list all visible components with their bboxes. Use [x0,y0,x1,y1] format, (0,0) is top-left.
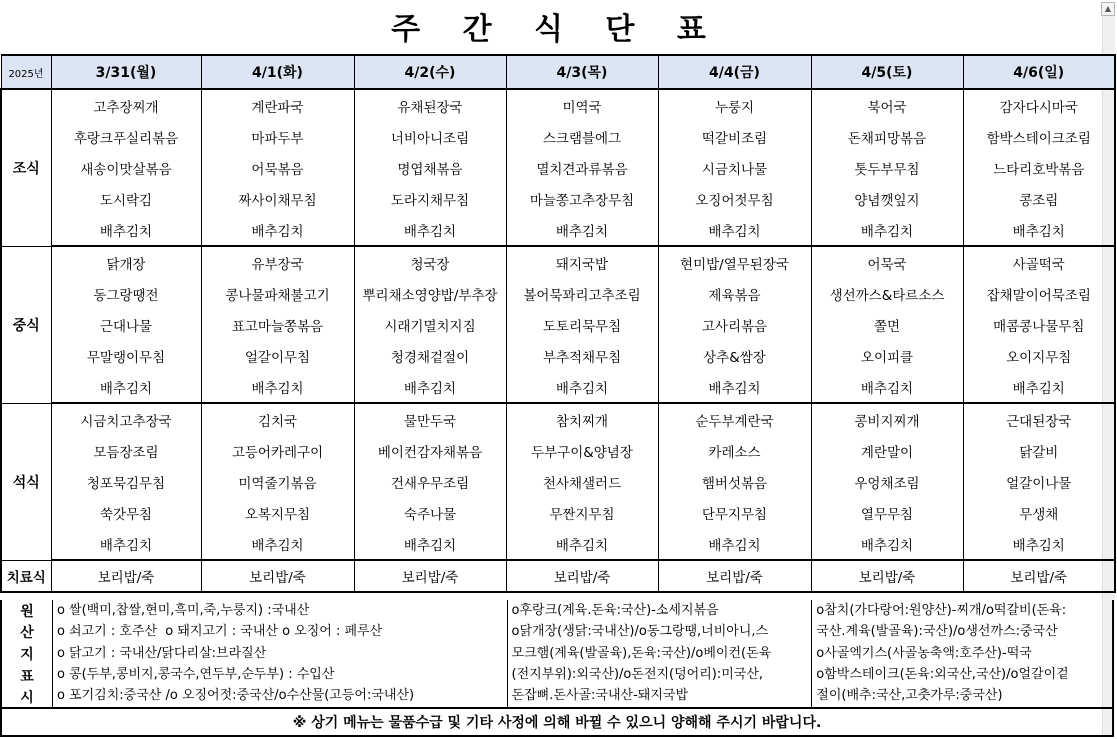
menu-row [1,89,1115,121]
dish-cell[interactable]: 멸치견과류볶음 [506,152,658,183]
weekly-menu-table [0,54,1116,593]
therapeutic-label-cell[interactable]: 치료식 [1,560,51,592]
dish-cell[interactable]: 배추김치 [963,214,1115,246]
dish-cell[interactable]: 마늘쫑고추장무침 [506,183,658,214]
dish-cell[interactable]: 도라지채무침 [354,183,506,214]
dish-cell[interactable]: 돈채피망볶음 [811,121,963,152]
dish-cell[interactable]: 상추&쌈장 [658,340,811,371]
dish-cell[interactable]: 계란파국 [201,89,354,121]
dish-cell[interactable]: 순두부계란국 [658,403,811,435]
dish-cell[interactable]: 배추김치 [51,371,201,403]
dish-cell[interactable]: 배추김치 [506,214,658,246]
dish-cell[interactable]: 배추김치 [963,371,1115,403]
dish-cell[interactable]: 배추김치 [811,371,963,403]
dish-cell[interactable]: 배추김치 [201,371,354,403]
dish-cell[interactable]: 어묵국 [811,246,963,278]
dish-cell[interactable]: 누룽지 [658,89,811,121]
day-header-cell[interactable]: 4/4(금) [658,55,811,89]
dish-cell[interactable]: 콩비지찌개 [811,403,963,435]
therapeutic-cell[interactable]: 보리밥/죽 [51,560,201,592]
dish-cell[interactable]: 배추김치 [354,214,506,246]
origin-text-col3: o참치(가다랑어:원양산)-찌개/o떡갈비(돈육: 국산.계육(발골육):국산)/o생선까스:중국산 o사골엑기스(사골농축액:호주산)-떡국 o함박스테이크(돈육:외국산,국산)/o얼갈이겉 절이(배추:국산,고춧가루:중국산) [816,603,1069,704]
origin-label-char: 시 [20,690,34,707]
dish-cell[interactable]: 배추김치 [811,528,963,560]
dish-cell[interactable]: 유채된장국 [354,89,506,121]
therapeutic-cell[interactable]: 보리밥/죽 [963,560,1115,592]
menu-row [1,309,1115,340]
dish-cell[interactable]: 우엉채조림 [811,466,963,497]
therapeutic-cell[interactable]: 보리밥/죽 [201,560,354,592]
menu-row [1,403,1115,435]
dish-cell[interactable]: 짜사이채무침 [201,183,354,214]
dish-cell[interactable]: 오징어젓무침 [658,183,811,214]
origin-label [2,600,53,708]
dish-cell[interactable]: 현미밥/열무된장국 [658,246,811,278]
dish-cell[interactable]: 볼어묵꽈리고추조림 [506,278,658,309]
dish-cell[interactable]: 닭개장 [51,246,201,278]
dish-cell[interactable]: 배추김치 [51,528,201,560]
dish-cell[interactable]: 뿌리채소영양밥/부추장 [354,278,506,309]
dish-cell[interactable]: 건새우무조림 [354,466,506,497]
dish-cell[interactable]: 잡채말이어묵조림 [963,278,1115,309]
origin-label-char: 지 [20,646,34,663]
dish-cell[interactable]: 배추김치 [201,528,354,560]
menu-row [1,466,1115,497]
dish-cell[interactable]: 고등어카레구이 [201,435,354,466]
dish-cell[interactable]: 함박스테이크조림 [963,121,1115,152]
origin-label-char: 원 [20,603,34,620]
dish-cell[interactable]: 배추김치 [51,214,201,246]
dish-cell[interactable]: 어묵볶음 [201,152,354,183]
dish-cell[interactable]: 도시락김 [51,183,201,214]
dish-cell[interactable]: 고추장찌개 [51,89,201,121]
day-header-cell[interactable]: 4/6(일) [963,55,1115,89]
dish-cell[interactable]: 카레소스 [658,435,811,466]
dish-cell[interactable]: 돼지국밥 [506,246,658,278]
notice-footer: ※ 상기 메뉴는 물품수급 및 기타 사정에 의해 바뀔 수 있으니 양해해 주시기 바랍니다. [0,707,1114,737]
menu-row [1,340,1115,371]
dish-cell[interactable]: 배추김치 [963,528,1115,560]
dish-cell[interactable]: 쑥갓무침 [51,497,201,528]
dish-cell[interactable]: 배추김치 [354,371,506,403]
dish-cell[interactable]: 새송이맛살볶음 [51,152,201,183]
dish-cell[interactable]: 천사채샐러드 [506,466,658,497]
dish-cell[interactable]: 마파두부 [201,121,354,152]
dish-cell[interactable]: 양념깻잎지 [811,183,963,214]
dish-cell[interactable]: 배추김치 [506,371,658,403]
dish-cell[interactable]: 햄버섯볶음 [658,466,811,497]
dish-cell[interactable]: 오복지무침 [201,497,354,528]
dish-cell[interactable]: 스크램블에그 [506,121,658,152]
dish-cell[interactable]: 미역국 [506,89,658,121]
dish-cell[interactable]: 배추김치 [658,371,811,403]
dish-cell[interactable]: 생선까스&타르소스 [811,278,963,309]
day-header-cell[interactable]: 4/1(화) [201,55,354,89]
therapeutic-cell[interactable]: 보리밥/죽 [354,560,506,592]
dish-cell[interactable]: 느타리호박볶음 [963,152,1115,183]
dish-cell[interactable]: 배추김치 [506,528,658,560]
dish-cell[interactable]: 명엽채볶음 [354,152,506,183]
origin-text-col1: o 쌀(백미,찹쌀,현미,흑미,죽,누룽지) :국내산 o 쇠고기 : 호주산 o 돼지고기 : 국내산 o 오징어 : 페루산 o 닭고기 : 국내산/닭다리살:브라질산 o 콩(두부,콩비지,콩국수,연두부,순두부) : 수입산 o 포기김치:중국산 /o 오징어젓:중국산/o수산물(고등어:국내산) [53,600,508,708]
dish-cell[interactable]: 배추김치 [811,214,963,246]
dish-cell[interactable]: 닭갈비 [963,435,1115,466]
menu-row [1,246,1115,278]
dish-cell[interactable]: 무말랭이무침 [51,340,201,371]
dish-cell[interactable]: 시래기멸치지짐 [354,309,506,340]
dish-cell[interactable]: 오이지무침 [963,340,1115,371]
origin-label-char: 산 [20,625,34,642]
dish-cell[interactable]: 계란말이 [811,435,963,466]
menu-row [1,183,1115,214]
dish-cell[interactable]: 열무무침 [811,497,963,528]
dish-cell[interactable]: 무짠지무침 [506,497,658,528]
menu-row [1,152,1115,183]
dish-cell[interactable]: 제육볶음 [658,278,811,309]
dish-cell[interactable]: 미역줄기볶음 [201,466,354,497]
dish-cell[interactable]: 청경채겉절이 [354,340,506,371]
therapeutic-row [1,560,1115,592]
dish-cell[interactable]: 동그랑땡전 [51,278,201,309]
menu-row [1,435,1115,466]
dish-cell[interactable]: 시금치나물 [658,152,811,183]
dish-cell[interactable]: 무생채 [963,497,1115,528]
meal-label-cell[interactable]: 중식 [1,246,51,403]
dish-cell[interactable]: 김치국 [201,403,354,435]
dish-cell[interactable]: 청포묵김무침 [51,466,201,497]
dish-cell[interactable]: 베이컨감자채볶음 [354,435,506,466]
dish-cell[interactable]: 얼갈이나물 [963,466,1115,497]
dish-cell[interactable]: 배추김치 [658,528,811,560]
dish-cell[interactable]: 떡갈비조림 [658,121,811,152]
therapeutic-cell[interactable]: 보리밥/죽 [811,560,963,592]
dish-cell[interactable]: 두부구이&양념장 [506,435,658,466]
origin-label-char: 표 [20,668,34,685]
origin-notice [0,600,1114,708]
dish-cell[interactable]: 근대된장국 [963,403,1115,435]
dish-cell[interactable]: 숙주나물 [354,497,506,528]
dish-cell[interactable]: 고사리볶음 [658,309,811,340]
dish-cell[interactable]: 배추김치 [354,528,506,560]
day-header-cell[interactable]: 4/2(수) [354,55,506,89]
dish-cell[interactable]: 청국장 [354,246,506,278]
dish-cell[interactable]: 시금치고추장국 [51,403,201,435]
dish-cell[interactable]: 북어국 [811,89,963,121]
therapeutic-cell[interactable]: 보리밥/죽 [658,560,811,592]
dish-cell[interactable]: 도토리묵무침 [506,309,658,340]
dish-cell[interactable]: 매콤콩나물무침 [963,309,1115,340]
menu-row [1,528,1115,560]
meal-label-cell[interactable]: 석식 [1,403,51,560]
dish-cell[interactable]: 유부장국 [201,246,354,278]
dish-cell[interactable]: 콩나물파채불고기 [201,278,354,309]
menu-row [1,497,1115,528]
dish-cell[interactable]: 얼갈이무침 [201,340,354,371]
menu-row [1,371,1115,403]
dish-cell[interactable]: 모듬장조림 [51,435,201,466]
page-title: 주 간 식 단 표 [391,12,722,47]
dish-cell[interactable]: 근대나물 [51,309,201,340]
meal-label-cell[interactable]: 조식 [1,89,51,246]
dish-cell[interactable]: 톳두부무침 [811,152,963,183]
dish-cell[interactable]: 물만두국 [354,403,506,435]
day-header-cell[interactable]: 4/5(토) [811,55,963,89]
dish-cell[interactable]: 후랑크푸실리볶음 [51,121,201,152]
dish-cell[interactable]: 배추김치 [201,214,354,246]
therapeutic-cell[interactable]: 보리밥/죽 [506,560,658,592]
origin-text-col2: o후랑크(계육.돈육:국산)-소세지볶음 o닭개장(생닭:국내산)/o동그랑땡,너비아니,스 모크햄(계육(발골육),돈육:국산)/o베이컨(돈육 (전지부위):외국산)/o돈전지(덩어리):미국산, 돈잡뼈.돈사골:국내산-돼지국밥 [508,600,813,708]
dish-cell[interactable]: 콩조림 [963,183,1115,214]
menu-row [1,214,1115,246]
dish-cell[interactable]: 사골떡국 [963,246,1115,278]
dish-cell[interactable]: 참치찌개 [506,403,658,435]
menu-row [1,278,1115,309]
scroll-up-arrow-icon[interactable]: ▲ [1101,2,1115,16]
dish-cell[interactable]: 단무지무침 [658,497,811,528]
day-header-cell[interactable]: 4/3(목) [506,55,658,89]
year-label-cell[interactable]: 2025년 [1,55,51,89]
day-header-cell[interactable]: 3/31(월) [51,55,201,89]
dish-cell[interactable]: 표고마늘쫑볶음 [201,309,354,340]
dish-cell[interactable]: 배추김치 [658,214,811,246]
dish-cell[interactable]: 쫄면 [811,309,963,340]
dish-cell[interactable]: 너비아니조림 [354,121,506,152]
dish-cell[interactable]: 오이피클 [811,340,963,371]
dish-cell[interactable]: 부추적채무침 [506,340,658,371]
menu-row [1,121,1115,152]
dish-cell[interactable]: 감자다시마국 [963,89,1115,121]
header-row [1,55,1115,89]
